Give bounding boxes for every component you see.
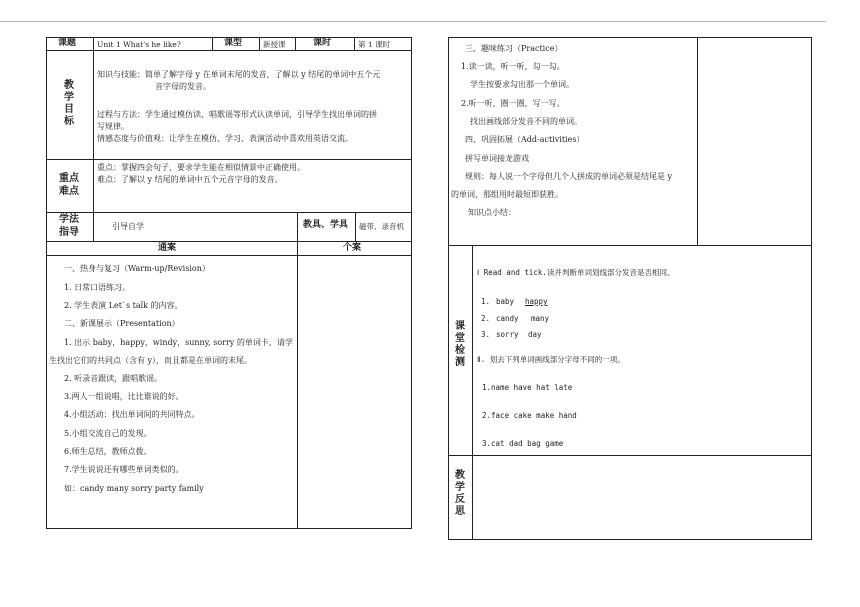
test-item-2: 2.face cake make hand [482,411,577,420]
test-part-1: Ⅰ Read and tick.读并判断单词划线部分发音是否相同。 [477,268,675,277]
practice-line: 的单词，那组用时最短即获胜。 [451,190,563,199]
period-value: 第 1 课时 [358,40,391,49]
type-value: 新授课 [263,40,286,49]
test-item-number: 1. [481,297,491,306]
row-divider [46,255,412,256]
practice-line: 拼写单词接龙游戏 [465,154,529,163]
col-divider [93,37,94,241]
body-line: 3.两人一组说唱，比比谁说的好。 [64,392,184,401]
common-plan-header: 通案 [158,243,177,253]
row-divider [448,245,812,246]
period-label: 课时 [313,38,332,48]
body-line: 1. 出示 baby，happy，windy，sunny, sorry 的单词卡，请学 [64,338,293,347]
key-point-text: 重点：掌握四会句子，要求学生能在相似情景中正确使用。 [97,163,305,172]
row-divider [448,455,812,456]
test-item-2: 1.name have hat late [482,383,573,392]
test-word: sorry [496,330,519,339]
col-divider [354,37,355,50]
tools-label: 教具、学具 [303,220,349,230]
body-line: 如：candy many sorry party family [64,484,204,493]
page-top-rule [0,21,826,22]
test-word: day [528,330,542,339]
guide-label: 指导 [59,227,79,238]
body-line: 生找出它们的共同点（含有 y），而且都是在单词的末尾。 [49,356,253,365]
key-label: 重点 [59,173,79,184]
practice-line: 规则：每人说一个字母但几个人拼成的单词必须是结尾是 y [465,172,673,181]
practice-line: 找出画线部分发音不同的单词。 [470,117,582,126]
tools-value: 磁带、录音机 [359,222,404,231]
test-label: 课堂检测 [455,321,465,368]
practice-line: 知识点小结： [468,208,516,217]
col-divider [259,37,260,50]
practice-line: 2.听一听，圈一圈，写一写。 [461,99,565,108]
test-word: many [531,314,550,323]
difficult-label: 难点 [59,186,79,197]
reflection-label: 教学反思 [455,470,465,517]
body-line: 2. 学生表演 Let`s talk 的内容。 [64,301,183,310]
practice-line: 学生按要求勾出那一个单词。 [470,80,574,89]
topic-label: 课题 [58,38,77,48]
test-item-number: 3. [481,330,491,339]
test-item-number: 2. [481,314,491,323]
col-divider [697,37,698,245]
goal-knowledge-cont: 音字母的发音。 [155,82,211,91]
method-value: 引导自学 [112,222,144,231]
test-word: happy [525,297,548,306]
test-item-2: 3.cat dad bag game [482,439,564,448]
practice-line: 三、趣味练习（Practice） [465,44,563,53]
goal-attitude: 情感态度与价值观：让学生在模仿、学习、表演活动中喜欢用英语交流。 [97,134,353,143]
row-divider [46,212,412,213]
goal-knowledge: 知识与技能：简单了解字母 y 在单词末尾的发音，了解以 y 结尾的单词中五个元 [97,70,381,79]
difficult-point-text: 难点：了解以 y 结尾的单词中五个元音字母的发音。 [97,175,283,184]
body-line: 一、热身与复习（Warm-up/Revision） [64,264,210,273]
practice-line: 四、巩固拓展（Add-activities） [465,135,585,144]
body-line: 5.小组交流自己的发现。 [64,429,152,438]
personal-plan-header: 个案 [343,243,362,253]
goal-process-cont: 写规律。 [97,122,129,131]
col-divider [355,212,356,241]
body-line: 7.学生说说还有哪些单词类似的。 [64,465,184,474]
topic-value: Unit 1 What's he like? [97,40,181,49]
body-line: 1. 日常口语练习。 [64,283,131,292]
col-divider [212,37,213,50]
row-divider [46,241,412,242]
body-line: 4.小组活动：找出单词间的共同特点。 [64,410,200,419]
goals-label: 教学目标 [64,80,74,127]
body-line: 2. 听录音跟读，跟唱歌谣。 [64,374,163,383]
practice-line: 1.读一读，听一听，勾一勾。 [461,62,565,71]
test-word: baby [496,297,515,306]
method-label: 学法 [59,214,79,225]
type-label: 课型 [224,38,243,48]
row-divider [46,159,412,160]
right-lesson-table [448,37,812,540]
row-divider [46,50,412,51]
body-line: 6.师生总结，教师点拨。 [64,447,152,456]
test-part-2: Ⅱ. 划去下列单词画线部分字母不同的一项。 [477,355,625,364]
goal-process: 过程与方法：学生通过模仿读、唱歌谣等形式认读单词，引导学生找出单词的拼 [97,110,377,119]
col-divider [295,37,296,50]
body-line: 二、新课展示（Presentation） [64,319,180,328]
col-divider [297,212,298,529]
col-divider [472,245,473,540]
test-word: candy [496,314,519,323]
